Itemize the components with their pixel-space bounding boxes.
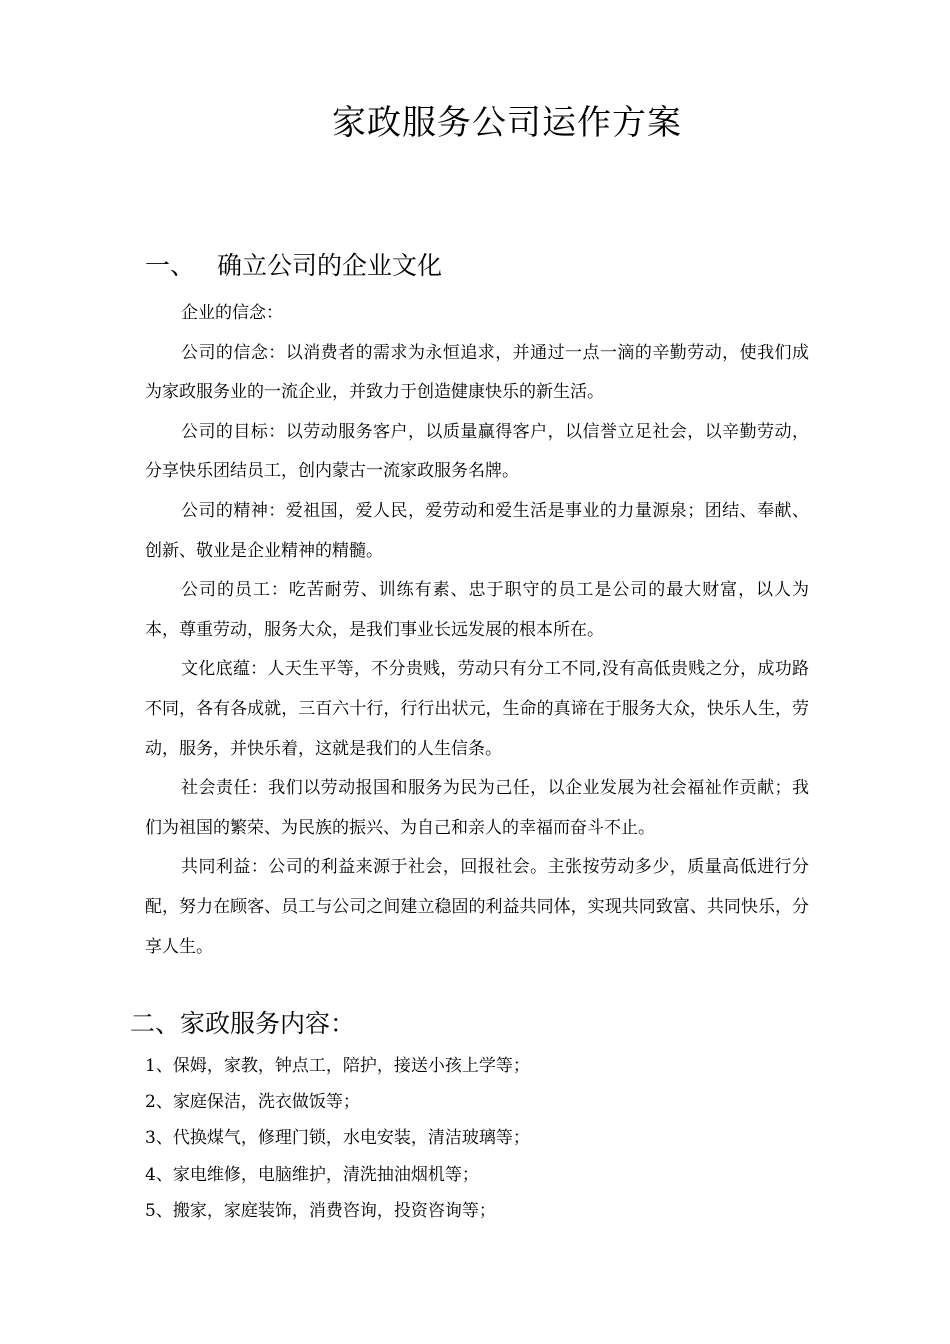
list-item: 2、家庭保洁，洗衣做饭等； xyxy=(145,1092,360,1113)
document-title: 家政服务公司运作方案 xyxy=(332,103,682,143)
section-1-heading xyxy=(145,246,442,286)
list-item: 3、代换煤气，修理门锁，水电安装，清洁玻璃等； xyxy=(145,1128,530,1149)
paragraph-social-responsibility: 社会责任：我们以劳动报国和服务为民为己任，以企业发展为社会福祉作贡献；我们为祖国的繁荣、为民族的振兴、为自己和亲人的幸福而奋斗不止。 xyxy=(145,778,809,838)
paragraph-cultural-heritage: 文化底蕴：人天生平等，不分贵贱，劳动只有分工不同,没有高低贵贱之分，成功路不同，各有各成就，三百六十行，行行出状元，生命的真谛在于服务大众，快乐人生，劳动，服务，并快乐着，这就是我们的人生信条。 xyxy=(145,659,809,759)
section-2-heading: 二、家政服务内容： xyxy=(130,1009,356,1038)
paragraph-company-spirit: 公司的精神：爱祖国，爱人民，爱劳动和爱生活是事业的力量源泉；团结、奉献、创新、敬业是企业精神的精髓。 xyxy=(145,500,809,561)
paragraph-company-belief: 公司的信念：以消费者的需求为永恒追求，并通过一点一滴的辛勤劳动，使我们成为家政服务业的一流企业，并致力于创造健康快乐的新生活。 xyxy=(145,342,809,403)
list-item: 5、搬家，家庭装饰，消费咨询，投资咨询等； xyxy=(145,1200,496,1221)
section-1-number: 一、 xyxy=(145,251,196,280)
paragraph-company-staff: 公司的员工：吃苦耐劳、训练有素、忠于职守的员工是公司的最大财富，以人为本，尊重劳动，服务大众，是我们事业长远发展的根本所在。 xyxy=(145,580,809,640)
section-1-title: 确立公司的企业文化 xyxy=(217,251,443,280)
paragraph-beliefs-label: 企业的信念： xyxy=(181,303,283,323)
paragraph-company-goal: 公司的目标：以劳动服务客户，以质量赢得客户，以信誉立足社会，以辛勤劳动，分享快乐团结员工，创内蒙古一流家政服务名牌。 xyxy=(145,421,809,482)
paragraph-common-interest: 共同利益：公司的利益来源于社会，回报社会。主张按劳动多少，质量高低进行分配，努力在顾客、员工与公司之间建立稳固的利益共同体，实现共同致富、共同快乐，分享人生。 xyxy=(145,857,809,957)
list-item: 4、家电维修，电脑维护，清洗抽油烟机等； xyxy=(145,1164,479,1185)
section-1-body xyxy=(145,294,809,967)
list-item: 1、保姆，家教，钟点工，陪护，接送小孩上学等； xyxy=(145,1056,530,1076)
service-list xyxy=(145,1048,530,1229)
